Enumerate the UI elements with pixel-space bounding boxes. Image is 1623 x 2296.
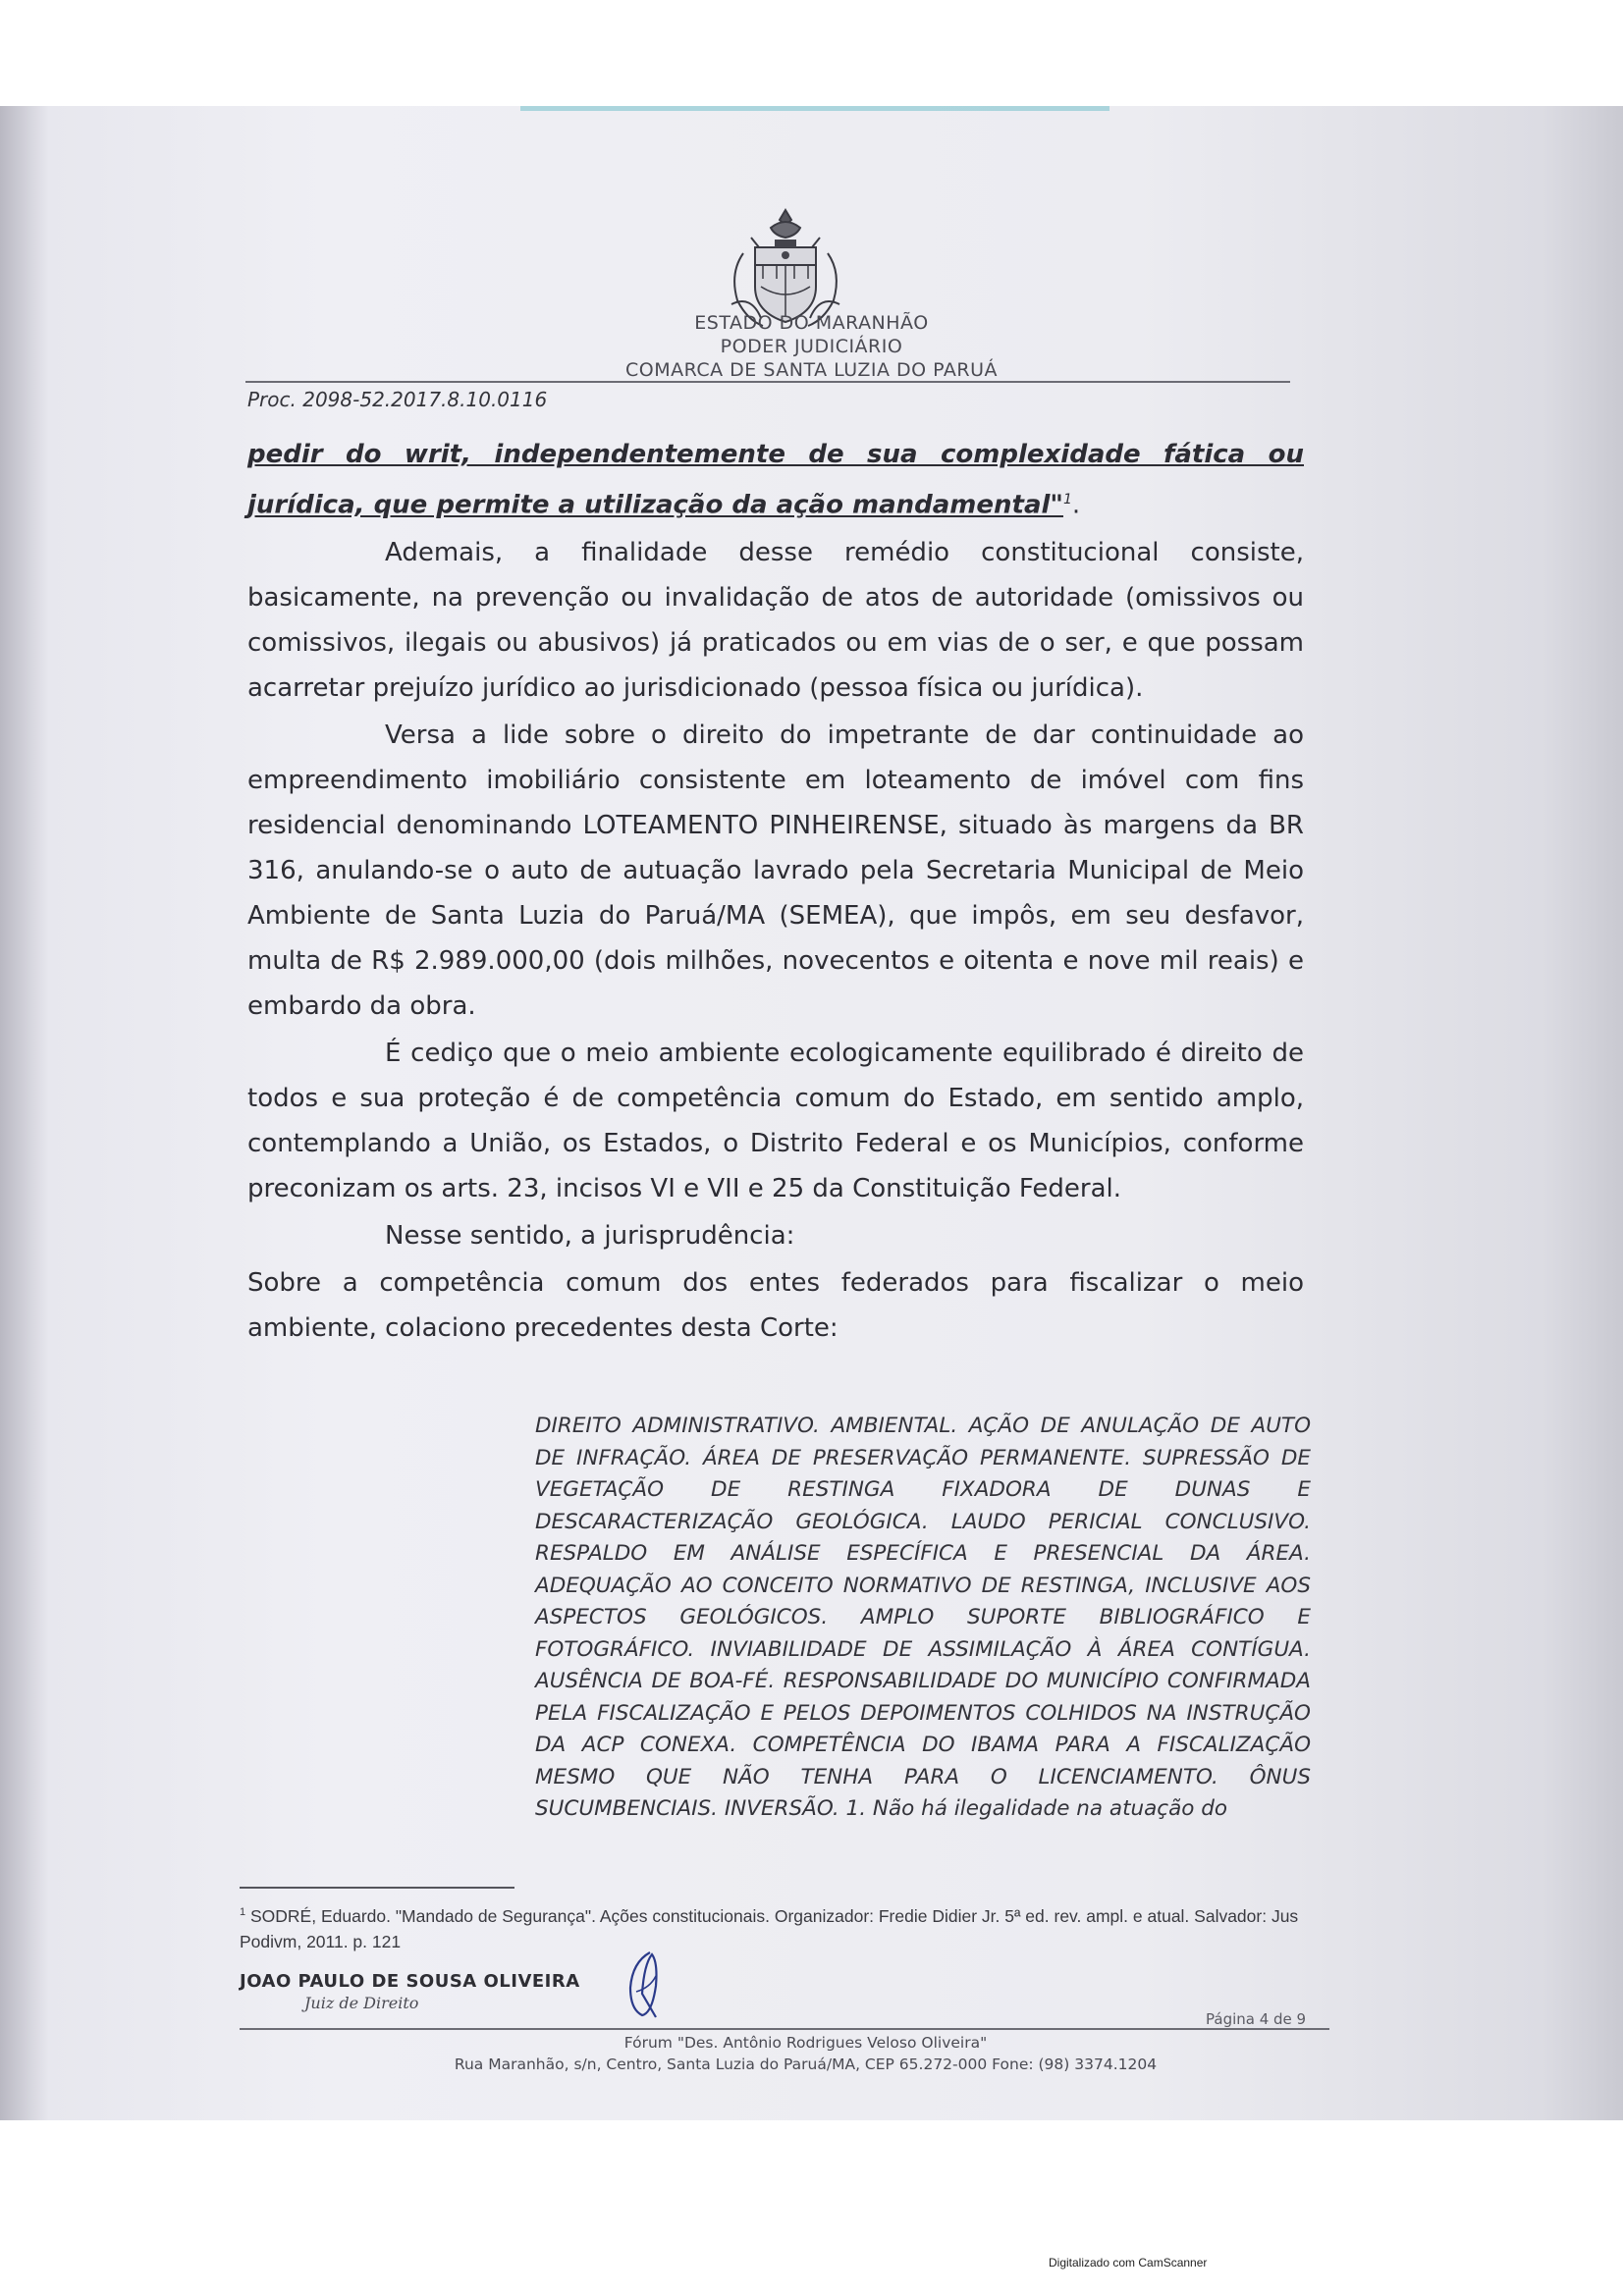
scanner-watermark: Digitalizado com CamScanner	[1049, 2256, 1208, 2269]
footnote-text: SODRÉ, Eduardo. "Mandado de Segurança". Ações constitucionais. Organizador: Fredie Didier Jr. 5ª ed. rev. ampl. e atual. Salvador: Jus Podivm, 2011. p. 121	[240, 1905, 1299, 1951]
footer-address: Rua Maranhão, s/n, Centro, Santa Luzia do Paruá/MA, CEP 65.272-000 Fone: (98) 3374.1204	[454, 2056, 1158, 2073]
continuation-bold-text: pedir do writ, independentemente de sua complexidade fática ou jurídica, que permite a utilização da ação mandamental"	[247, 440, 1304, 520]
process-number: Proc. 2098-52.2017.8.10.0116	[247, 388, 548, 411]
header-rule	[245, 381, 1290, 383]
judge-title: Juiz de Direito	[304, 1994, 419, 2012]
paragraph-jurisprudence-intro: Nesse sentido, a jurisprudência:	[385, 1220, 795, 1251]
paragraph-purpose: Ademais, a finalidade desse remédio constitucional consiste, basicamente, na prevenção ou invalidação de atos de autoridade (omissivos ou comissivos, ilegais ou abusivos) já praticados ou em vias de o ser, e que possam acarretar prejuízo jurídico ao jurisdicionado (pessoa física ou jurídica).	[247, 537, 1304, 703]
continuation-paragraph	[247, 432, 1304, 528]
continuation-period: .	[1071, 490, 1081, 520]
handwritten-signature-icon	[621, 1949, 670, 2022]
footnote	[240, 1899, 1320, 1954]
paragraph-competence: É cediço que o meio ambiente ecologicamente equilibrado é direito de todos e sua proteção é de competência comum do Estado, em sentido amplo, contemplando a União, os Estados, o Distrito Federal e os Municípios, conforme preconizam os arts. 23, incisos VI e VII e 25 da Constituição Federal.	[247, 1038, 1304, 1203]
header-judiciary: PODER JUDICIÁRIO	[720, 336, 903, 357]
document-body	[247, 432, 1304, 1351]
paper-edge-highlight	[520, 106, 1109, 111]
paragraph-precedents-intro: Sobre a competência comum dos entes federados para fiscalizar o meio ambiente, colaciono precedentes desta Corte:	[247, 1267, 1304, 1343]
footnote-marker: 1	[240, 1906, 246, 1918]
paragraph-case-facts: Versa a lide sobre o direito do impetrante de dar continuidade ao empreendimento imobiliário consistente em loteamento de imóvel com fins residencial denominando LOTEAMENTO PINHEIRENSE, situado às margens da BR 316, anulando-se o auto de autuação lavrado pela Secretaria Municipal de Meio Ambiente de Santa Luzia do Paruá/MA (SEMEA), que impôs, em seu desfavor, multa de R$ 2.989.000,00 (dois milhões, novecentos e oitenta e nove mil reais) e embardo da obra.	[247, 720, 1304, 1021]
header-district: COMARCA DE SANTA LUZIA DO PARUÁ	[625, 359, 998, 381]
footnote-reference: 1	[1062, 492, 1072, 507]
footnote-rule	[240, 1887, 514, 1889]
header-state: ESTADO DO MARANHÃO	[694, 312, 929, 334]
footer-forum: Fórum "Des. Antônio Rodrigues Veloso Oliveira"	[623, 2034, 988, 2052]
footer-rule	[240, 2028, 1329, 2030]
page-number: Página 4 de 9	[1206, 2010, 1307, 2028]
scan-background	[0, 0, 1623, 106]
jurisprudence-quote: DIREITO ADMINISTRATIVO. AMBIENTAL. AÇÃO DE ANULAÇÃO DE AUTO DE INFRAÇÃO. ÁREA DE PRESERVAÇÃO PERMANENTE. SUPRESSÃO DE VEGETAÇÃO DE RESTINGA FIXADORA DE DUNAS E DESCARACTERIZAÇÃO GEOLÓGICA. LAUDO PERICIAL CONCLUSIVO. RESPALDO EM ANÁLISE ESPECÍFICA E PRESENCIAL DA ÁREA. ADEQUAÇÃO AO CONCEITO NORMATIVO DE RESTINGA, INCLUSIVE AOS ASPECTOS GEOLÓGICOS. AMPLO SUPORTE BIBLIOGRÁFICO E FOTOGRÁFICO. INVIABILIDADE DE ASSIMILAÇÃO À ÁREA CONTÍGUA. AUSÊNCIA DE BOA-FÉ. RESPONSABILIDADE DO MUNICÍPIO CONFIRMADA PELA FISCALIZAÇÃO E PELOS DEPOIMENTOS COLHIDOS NA INSTRUÇÃO DA ACP CONEXA. COMPETÊNCIA DO IBAMA PARA A FISCALIZAÇÃO MESMO QUE NÃO TENHA PARA O LICENCIAMENTO. ÔNUS SUCUMBENCIAIS. INVERSÃO. 1. Não há ilegalidade na atuação do	[535, 1414, 1311, 1821]
coat-of-arms-icon	[722, 206, 849, 329]
judge-name: JOAO PAULO DE SOUSA OLIVEIRA	[240, 1971, 580, 1992]
